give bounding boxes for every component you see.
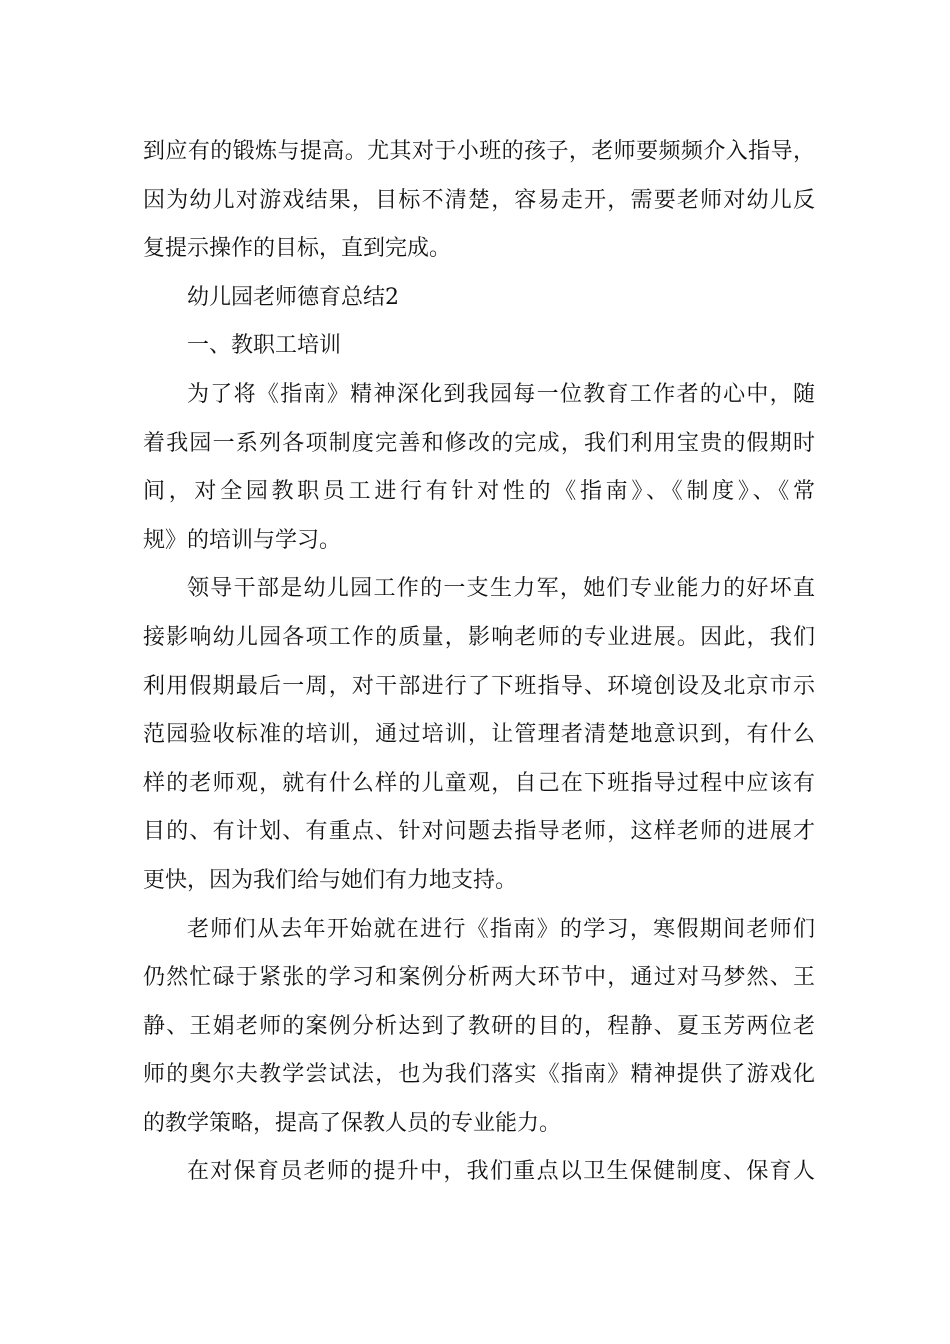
text-line: 到应有的锻炼与提高。尤其对于小班的孩子，老师要频频介入指导， xyxy=(143,139,815,164)
text-line: 间，对全园教职员工进行有针对性的《指南》、《制度》、《常 xyxy=(143,479,815,505)
text-line: 样的老师观，就有什么样的儿童观，自己在下班指导过程中应该有 xyxy=(143,770,815,796)
text-line: 接影响幼儿园各项工作的质量，影响老师的专业进展。因此，我们 xyxy=(143,624,815,650)
text-line: 仍然忙碌于紧张的学习和案例分析两大环节中，通过对马梦然、王 xyxy=(143,965,815,991)
text-line: 范园验收标准的培训，通过培训，让管理者清楚地意识到，有什么 xyxy=(143,722,815,748)
text-line: 利用假期最后一周，对干部进行了下班指导、环境创设及北京市示 xyxy=(143,673,815,699)
section-heading: 一、教职工培训 xyxy=(187,333,342,359)
document-body xyxy=(143,128,815,1197)
text-line: 领导干部是幼儿园工作的一支生力军，她们专业能力的好坏直 xyxy=(187,576,815,602)
text-line: 因为幼儿对游戏结果，目标不清楚，容易走开，需要老师对幼儿反 xyxy=(143,187,815,213)
text-line: 着我园一系列各项制度完善和修改的完成，我们利用宝贵的假期时 xyxy=(143,430,815,456)
text-line: 静、王娟老师的案例分析达到了教研的目的，程静、夏玉芳两位老 xyxy=(143,1013,815,1039)
text-line: 规》的培训与学习。 xyxy=(143,527,342,553)
text-line: 师的奥尔夫教学尝试法，也为我们落实《指南》精神提供了游戏化 xyxy=(143,1062,815,1088)
text-line: 目的、有计划、有重点、针对问题去指导老师，这样老师的进展才 xyxy=(143,819,815,845)
text-line: 的教学策略，提高了保教人员的专业能力。 xyxy=(143,1110,562,1136)
text-line: 更快，因为我们给与她们有力地支持。 xyxy=(143,867,518,893)
text-line: 复提示操作的目标，直到完成。 xyxy=(143,236,452,262)
section-title: 幼儿园老师德育总结2 xyxy=(187,284,399,310)
text-line: 老师们从去年开始就在进行《指南》的学习，寒假期间老师们 xyxy=(187,916,815,942)
text-line: 在对保育员老师的提升中，我们重点以卫生保健制度、保育人 xyxy=(187,1159,815,1185)
text-line: 为了将《指南》精神深化到我园每一位教育工作者的心中，随 xyxy=(187,381,815,407)
